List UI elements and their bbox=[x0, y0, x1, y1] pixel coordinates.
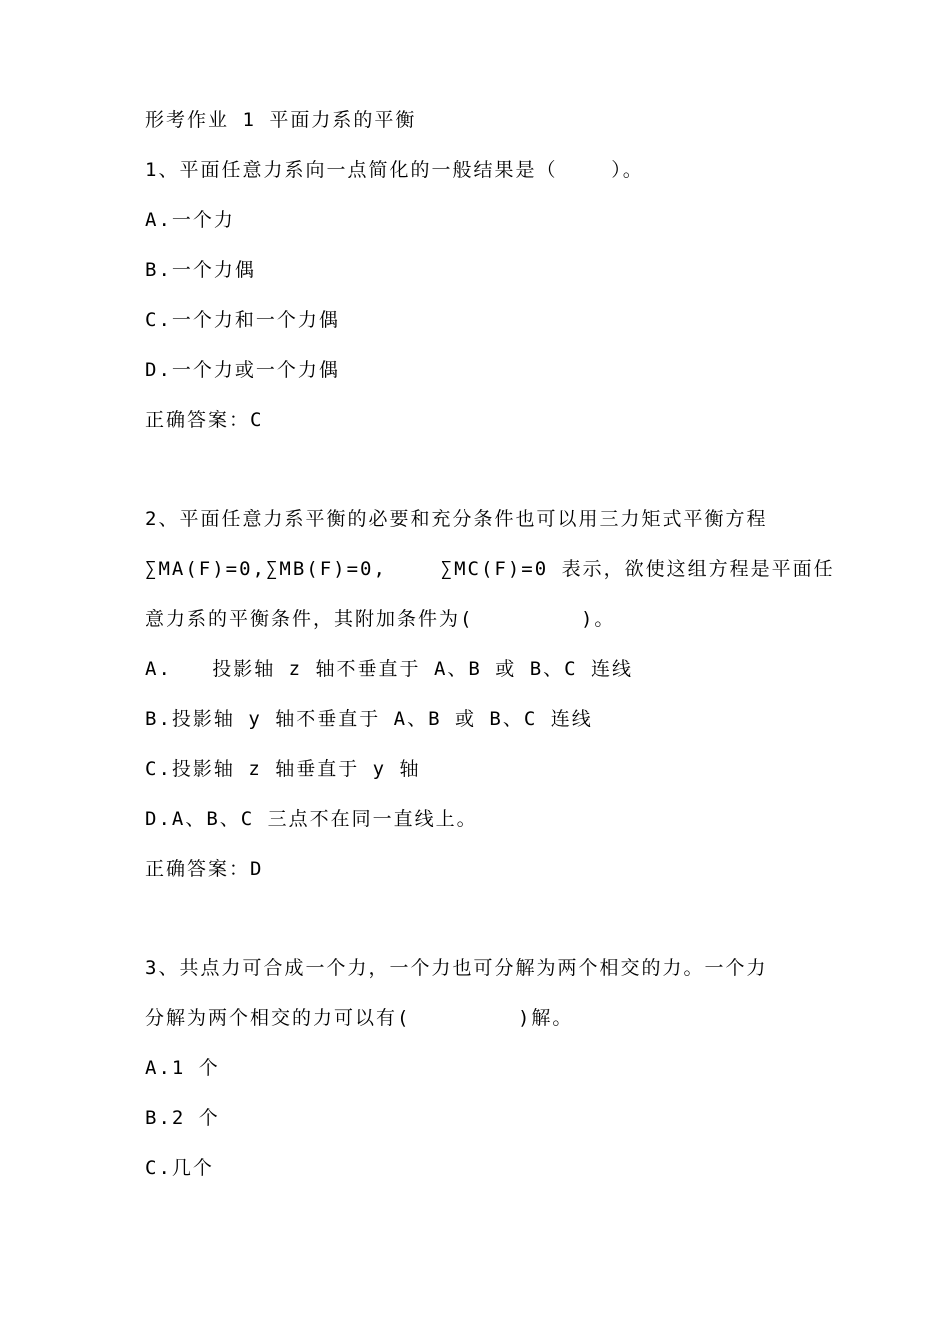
question-1-option-a: A.一个力 bbox=[145, 209, 235, 231]
question-2-stem-line-2: ∑MA(F)=0,∑MB(F)=0, ∑MC(F)=0 表示，欲使这组方程是平面任 bbox=[145, 558, 835, 580]
question-2-option-c: C.投影轴 z 轴垂直于 y 轴 bbox=[145, 758, 421, 780]
question-3-option-b: B.2 个 bbox=[145, 1107, 220, 1129]
question-3-stem-line-1: 3、共点力可合成一个力，一个力也可分解为两个相交的力。一个力 bbox=[145, 957, 768, 979]
document-title: 形考作业 1 平面力系的平衡 bbox=[145, 109, 417, 131]
question-3-option-a: A.1 个 bbox=[145, 1057, 220, 1079]
question-2-stem-line-1: 2、平面任意力系平衡的必要和充分条件也可以用三力矩式平衡方程 bbox=[145, 508, 768, 530]
question-2-option-d: D.A、B、C 三点不在同一直线上。 bbox=[145, 808, 478, 830]
question-1-option-c: C.一个力和一个力偶 bbox=[145, 309, 340, 331]
question-2-stem-line-3: 意力系的平衡条件，其附加条件为( )。 bbox=[145, 608, 616, 630]
question-1-answer: 正确答案：C bbox=[145, 409, 264, 431]
question-1-option-b: B.一个力偶 bbox=[145, 259, 256, 281]
question-2-answer: 正确答案：D bbox=[145, 858, 264, 880]
question-1-stem: 1、平面任意力系向一点简化的一般结果是（ ）。 bbox=[145, 159, 644, 181]
question-3-stem-line-2: 分解为两个相交的力可以有( )解。 bbox=[145, 1007, 574, 1029]
question-1-option-d: D.一个力或一个力偶 bbox=[145, 359, 340, 381]
question-2-option-b: B.投影轴 y 轴不垂直于 A、B 或 B、C 连线 bbox=[145, 708, 593, 730]
question-3-option-c: C.几个 bbox=[145, 1157, 214, 1179]
question-2-option-a: A. 投影轴 z 轴不垂直于 A、B 或 B、C 连线 bbox=[145, 658, 634, 680]
